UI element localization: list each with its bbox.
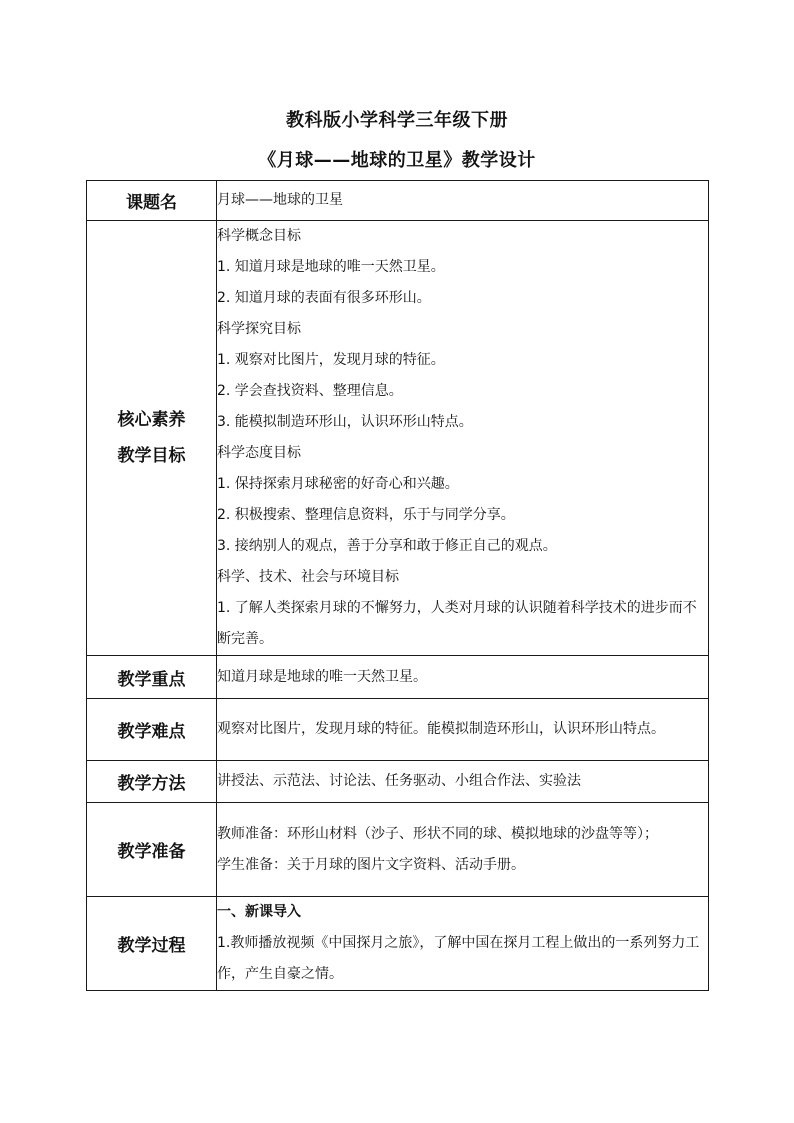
goal-line: 科学态度目标: [217, 445, 301, 461]
difficulty-label: 教学难点: [87, 699, 217, 761]
goals-content: [217, 221, 709, 656]
process-label: 教学过程: [87, 897, 217, 991]
goal-line: 科学、技术、社会与环境目标: [217, 569, 399, 585]
process-line: 1.教师播放视频《中国探月之旅》，了解中国在探月工程上做出的一系列努力工作，产生自豪之情。: [217, 935, 700, 982]
table-row-methods: [87, 761, 709, 803]
table-row-process: [87, 897, 709, 991]
teacher-preparation: 教师准备：环形山材料（沙子、形状不同的球、模拟地球的沙盘等等）；: [217, 825, 658, 842]
key-point-value: 知道月球是地球的唯一天然卫星。: [217, 656, 709, 699]
document-title: 教科版小学科学三年级下册: [286, 110, 508, 131]
goal-line: 3. 接纳别人的观点，善于分享和敢于修正自己的观点。: [217, 538, 557, 554]
table-row-topic: [87, 181, 709, 221]
goal-line: 1. 知道月球是地球的唯一天然卫星。: [217, 259, 445, 275]
goal-line: 科学概念目标: [217, 228, 301, 244]
methods-label: 教学方法: [87, 761, 217, 803]
key-point-label: 教学重点: [87, 656, 217, 699]
preparation-label: 教学准备: [87, 803, 217, 897]
table-row-key-point: [87, 656, 709, 699]
table-row-difficulty: [87, 699, 709, 761]
methods-value: 讲授法、示范法、讨论法、任务驱动、小组合作法、实验法: [217, 761, 709, 803]
process-heading: 一、新课导入: [217, 904, 301, 920]
difficulty-value: 观察对比图片，发现月球的特征。能模拟制造环形山，认识环形山特点。: [217, 699, 709, 761]
student-preparation: 学生准备：关于月球的图片文字资料、活动手册。: [217, 856, 525, 873]
goal-line: 3. 能模拟制造环形山，认识环形山特点。: [217, 414, 473, 430]
goals-label-line1: 核心素养: [117, 410, 186, 430]
goal-line: 2. 积极搜索、整理信息资料，乐于与同学分享。: [217, 507, 515, 523]
goal-line: 2. 知道月球的表面有很多环形山。: [217, 290, 431, 306]
goal-line: 1. 观察对比图片，发现月球的特征。: [217, 352, 445, 368]
lesson-plan-table: [86, 180, 709, 991]
goals-label: [87, 221, 217, 656]
table-row-preparation: [87, 803, 709, 897]
goals-label-line2: 教学目标: [117, 446, 186, 466]
process-content: [217, 897, 709, 991]
goal-line: 科学探究目标: [217, 321, 301, 337]
goal-line: 1. 保持探索月球秘密的好奇心和兴趣。: [217, 476, 459, 492]
topic-value: 月球——地球的卫星: [217, 181, 709, 221]
goal-line: 2. 学会查找资料、整理信息。: [217, 383, 403, 399]
topic-label: 课题名: [87, 181, 217, 221]
document-subtitle: 《月球——地球的卫星》教学设计: [258, 150, 536, 171]
goal-line: 1. 了解人类探索月球的不懈努力，人类对月球的认识随着科学技术的进步而不断完善。: [217, 600, 697, 647]
preparation-content: [217, 803, 709, 897]
table-row-goals: [87, 221, 709, 656]
